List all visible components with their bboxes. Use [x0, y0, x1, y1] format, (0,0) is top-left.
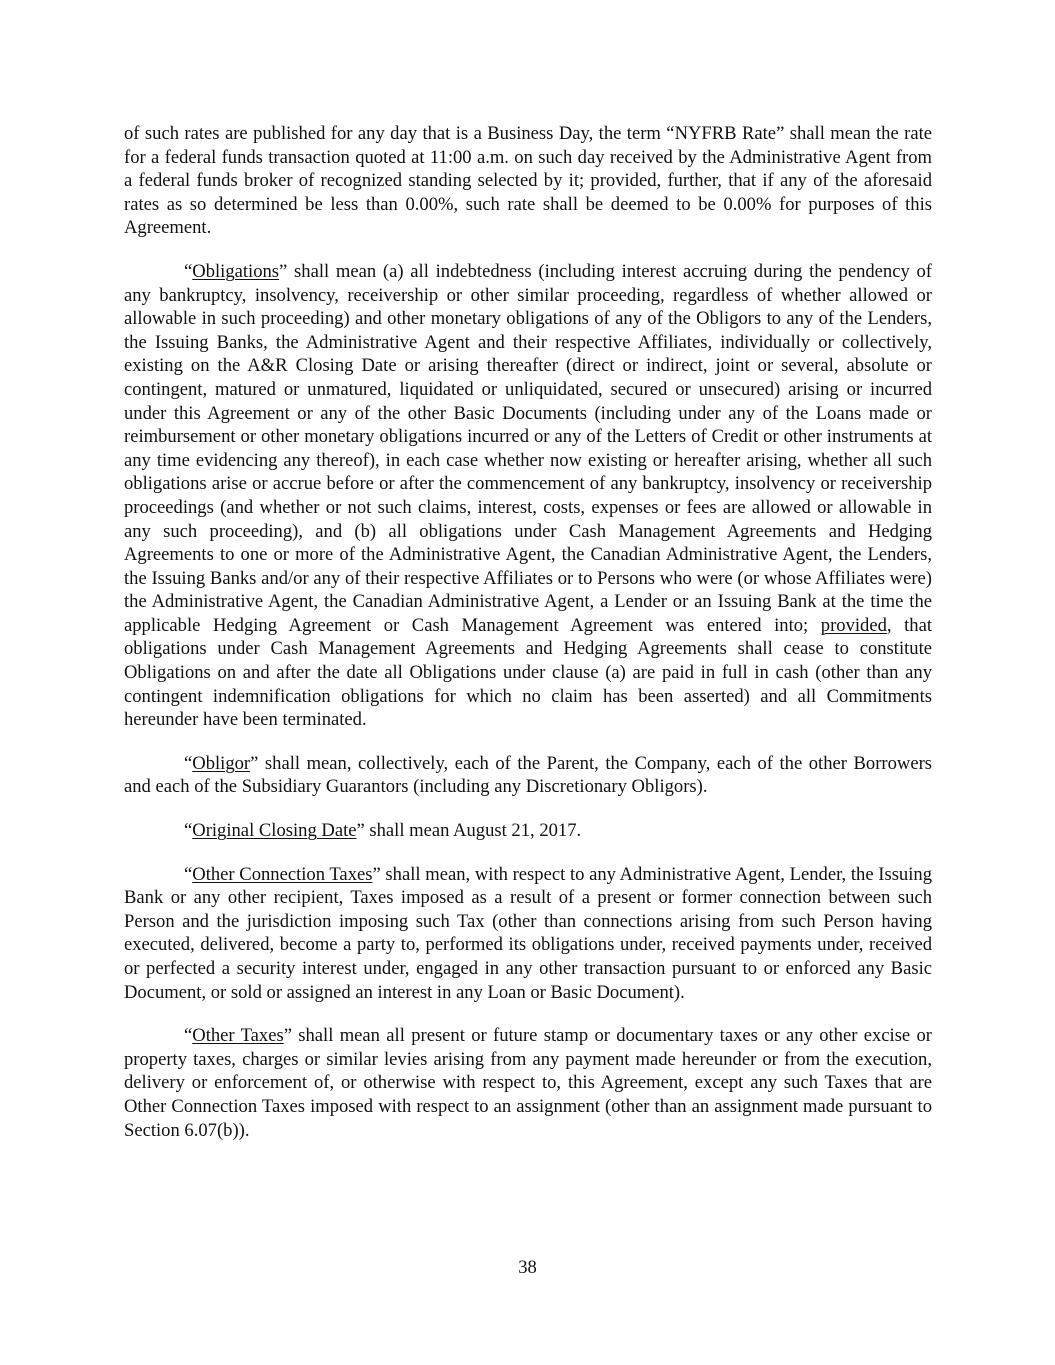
document-body — [124, 122, 932, 1162]
definition-text-continued: , that obligations under Cash Management Agreements and Hedging Agreements shall cease to constitute Obligations on and after the date all Obligations under clause (a) are paid in full in cash (other than any contingent indemnification obligations for which no claim has been asserted) and all Commitments hereunder have been terminated. — [124, 614, 932, 731]
definition-text: ” shall mean all present or future stamp or documentary taxes or any other excise or property taxes, charges or similar levies arising from any payment made hereunder or from the execution, delivery or enforcement of, or otherwise with respect to, this Agreement, except any such Taxes that are Other Connection Taxes imposed with respect to an assignment (other than an assignment made pursuant to Section 6.07(b)). — [124, 1025, 932, 1141]
definition-text: ” shall mean, with respect to any Administrative Agent, Lender, the Issuing Bank or any other recipient, Taxes imposed as a result of a present or former connection between such Person and the jurisdiction imposing such Tax (other than connections arising from such Person having executed, delivered, become a party to, performed its obligations under, received payments under, received or perfected a security interest under, engaged in any other transaction pursuant to or enforced any Basic Document, or sold or assigned an interest in any Loan or Basic Document). — [124, 863, 932, 1003]
definition-text: ” shall mean August 21, 2017. — [356, 820, 582, 842]
defined-term: Original Closing Date — [192, 820, 357, 842]
definition-other-taxes — [124, 1024, 932, 1142]
defined-term: Other Connection Taxes — [192, 863, 373, 885]
open-quote: “ — [184, 260, 193, 282]
defined-term: Obligor — [192, 752, 251, 774]
definition-original-closing-date — [124, 819, 932, 843]
definition-other-connection-taxes — [124, 863, 932, 1005]
page-number: 38 — [518, 1257, 537, 1278]
defined-term: Obligations — [192, 260, 280, 282]
open-quote: “ — [184, 1025, 193, 1047]
definition-obligor — [124, 752, 932, 799]
definition-text: ” shall mean, collectively, each of the Parent, the Company, each of the other Borrowers and each of the Subsidiary Guarantors (including any Discretionary Obligors). — [124, 752, 932, 798]
paragraph-nyfrb-rate-continuation — [124, 122, 932, 240]
definition-text: ” shall mean (a) all indebtedness (including interest accruing during the pendency of any bankruptcy, insolvency, receivership or other similar proceeding, regardless of whether allowed or allowable in such proceeding) and other monetary obligations of any of the Obligors to any of the Lenders, the Issuing Banks, the Administrative Agent and their respective Affiliates, individually or collectively, existing on the A&R Closing Date or arising thereafter (direct or indirect, joint or several, absolute or contingent, matured or unmatured, liquidated or unliquidated, secured or unsecured) arising or incurred under this Agreement or any of the other Basic Documents (including under any of the Loans made or reimbursement or other monetary obligations incurred or any of the Letters of Credit or other instruments at any time evidencing any thereof), in each case whether now existing or hereafter arising, whether all such obligations arise or accrue before or after the commencement of any bankruptcy, insolvency or receivership proceedings (and whether or not such claims, interest, costs, expenses or fees are allowed or allowable in any such proceeding), and (b) all obligations under Cash Management Agreements and Hedging Agreements to one or more of the Administrative Agent, the Canadian Administrative Agent, the Lenders, the Issuing Banks and/or any of their respective Affiliates or to Persons who were (or whose Affiliates were) the Administrative Agent, the Canadian Administrative Agent, a Lender or an Issuing Bank at the time the applicable Hedging Agreement or Cash Management Agreement was entered into; — [124, 260, 932, 636]
defined-term: Other Taxes — [192, 1025, 284, 1047]
open-quote: “ — [184, 820, 193, 842]
open-quote: “ — [184, 863, 193, 885]
proviso-term: provided — [820, 614, 887, 636]
open-quote: “ — [184, 752, 193, 774]
definition-obligations — [124, 260, 932, 732]
paragraph-text: of such rates are published for any day that is a Business Day, the term “NYFRB Rate” shall mean the rate for a federal funds transaction quoted at 11:00 a.m. on such day received by the Administrative Agent from a federal funds broker of recognized standing selected by it; provided, further, that if any of the aforesaid rates as so determined be less than 0.00%, such rate shall be deemed to be 0.00% for purposes of this Agreement. — [124, 123, 932, 239]
